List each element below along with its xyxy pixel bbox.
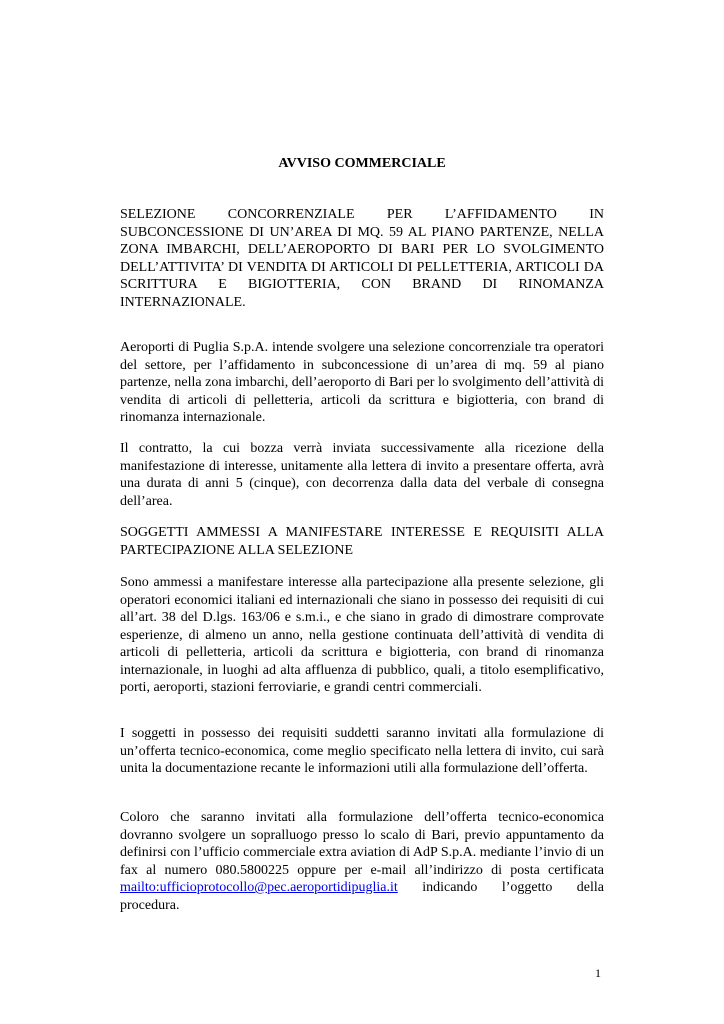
document-page bbox=[120, 0, 604, 1024]
inspection-text-before-link: Coloro che saranno invitati alla formulazione dell’offerta tecnico-economica dovranno svolgere un sopralluogo presso lo scalo di Bari, previo appuntamento da definirsi con l’ufficio commerciale extra aviation di AdP S.p.A. mediante l’invio di un fax al numero 080.5800225 oppure per e-mail all’indirizzo di posta certificata bbox=[120, 810, 604, 878]
selection-subject: SELEZIONE CONCORRENZIALE PER L’AFFIDAMENTO IN SUBCONCESSIONE DI UN’AREA DI MQ. 59 AL PIANO PARTENZE, NELLA ZONA IMBARCHI, DELL’AEROPORTO DI BARI PER LO SVOLGIMENTO DELL’ATTIVITA’ DI VENDITA DI ARTICOLI DI PELLETTERIA, ARTICOLI DA SCRITTURA E BIGIOTTERIA, CON BRAND DI RINOMANZA INTERNAZIONALE. bbox=[120, 207, 604, 310]
eligibility-heading: SOGGETTI AMMESSI A MANIFESTARE INTERESSE E REQUISITI ALLA PARTECIPAZIONE ALLA SELEZIONE bbox=[120, 525, 604, 558]
certified-email-link[interactable]: mailto:ufficioprotocollo@pec.aeroportidipuglia.it bbox=[120, 880, 398, 895]
introduction-paragraph: Aeroporti di Puglia S.p.A. intende svolgere una selezione concorrenziale tra operatori del settore, per l’affidamento in subconcessione di un’area di mq. 59 al piano partenze, nella zona imbarchi, dell’aeroporto di Bari per lo svolgimento dell’attività di vendita di articoli di pelletteria, articoli da scrittura e bigiotteria, con brand di rinomanza internazionale. bbox=[120, 340, 604, 425]
eligibility-paragraph: Sono ammessi a manifestare interesse alla partecipazione alla presente selezione, gli operatori economici italiani ed internazionali che siano in possesso dei requisiti di cui all’art. 38 del D.lgs. 163/06 e s.m.i., e che siano in grado di dimostrare comprovate esperienze, di almeno un anno, nella gestione continuata dell’attività di vendita di articoli di pelletteria, articoli da scrittura e bigiotteria, con brand di rinomanza internazionale, in luoghi ad alta affluenza di pubblico, quali, a titolo esemplificativo, porti, aeroporti, stazioni ferroviarie, e grandi centri commerciali. bbox=[120, 575, 604, 695]
inspection-text-after-link: indicando l’oggetto della procedura. bbox=[120, 880, 604, 913]
page-number: 1 bbox=[595, 966, 601, 980]
inspection-paragraph bbox=[120, 809, 604, 914]
offer-invitation-paragraph: I soggetti in possesso dei requisiti suddetti saranno invitati alla formulazione di un’offerta tecnico-economica, come meglio specificato nella lettera di invito, cui sarà unita la documentazione recante le informazioni utili alla formulazione dell’offerta. bbox=[120, 726, 604, 776]
contract-paragraph: Il contratto, la cui bozza verrà inviata successivamente alla ricezione della manifestazione di interesse, unitamente alla lettera di invito a presentare offerta, avrà una durata di anni 5 (cinque), con decorrenza dalla data del verbale di consegna dell’area. bbox=[120, 441, 604, 509]
document-title: AVVISO COMMERCIALE bbox=[278, 156, 446, 171]
